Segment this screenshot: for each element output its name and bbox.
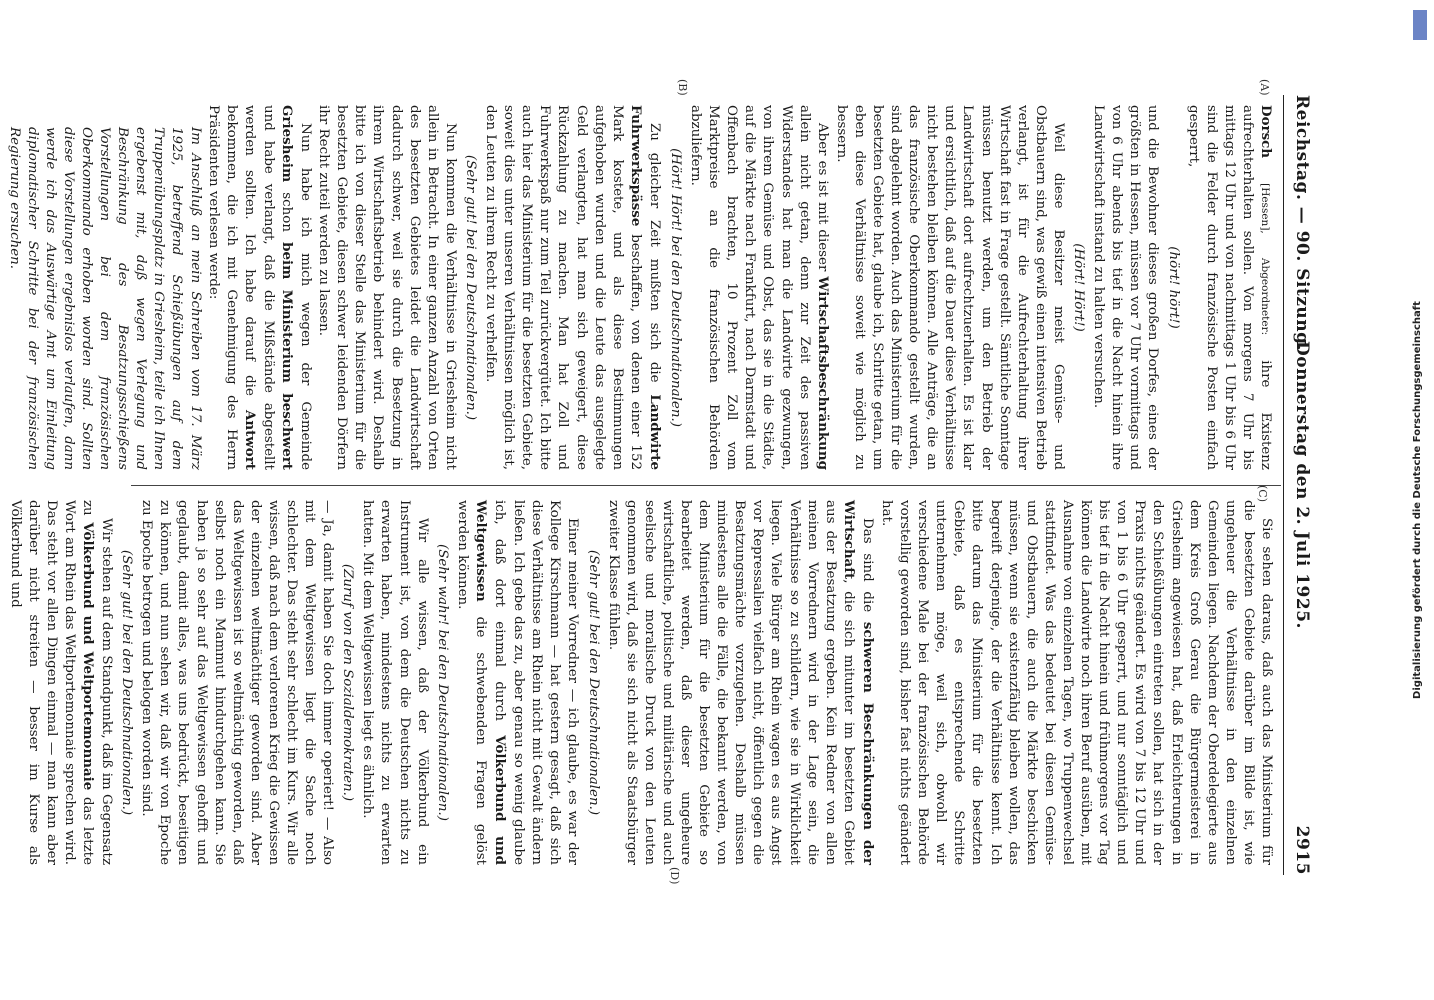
header-rule	[1283, 95, 1284, 875]
paragraph: Wir alle wissen, daß der Völkerbund ein Instrument ist, von dem die Deutschen nichts zu erwarten haben, mindestens nichts zu erwarten hatten. Mit dem Weltgewissen liegt es ähnlich.	[360, 500, 430, 865]
right-column	[6, 500, 1275, 865]
interjection: (Zuruf von den Sozialdemokraten.)	[340, 563, 356, 802]
paragraph: Weil diese Besitzer meist Gemüse- und Obstbauern sind, was gewiß einen intensiven Betrieb verlangt, ist für die Aufrechterhaltung ihrer Wirtschaft fast in Frage gestellt. Sämtliche Sonntage müssen benutzt werden, um den Betrieb der Landwirtschaft dort aufrechtzuerhalten. Es ist klar und ersichtlich, daß auf die Dauer diese Verhältnisse nicht bestehen bleiben können. Alle Anträge, die an das französische Oberkommando gestellt wurden, sind abgelehnt worden. Auch das Ministerium für die besetzten Gebiete hat, glaube ich, Schritte getan, um eben diese Verhältnisse soweit wie möglich zu bessern.	[833, 105, 1066, 470]
speaker-note: [Hessen], Abgeordneter:	[1259, 183, 1271, 336]
paragraph: Sie sehen daraus, daß auch das Ministerium für die besetzten Gebiete darüber im Bilde ist, wie ungeheuer die Verhältnisse in den einzelnen Gemeinden liegen. Nachdem der Oberdelegierte aus dem Kreis Groß Gerau die Bürgermeisterei in Griesheim angewiesen hat, daß Erleichterungen in den Schießübungen eintreten sollen, hat sich in der Praxis nichts geändert. Es wird von 7 bis 12 Uhr und von 1 bis 6 Uhr gesperrt, und nur sonntäglich und bis tief in die Nacht hinein und frühmorgens vor Tag können die Landwirte noch ihren Beruf ausüben, mit Ausnahme von einzelnen Tagen, wo Truppenwechsel stattfindet. Was das bedeutet bei diesen Gemüse- und Obstbauern, die auch die Märkte beschicken müssen, wenn sie existenzfähig bleiben wollen, das begreift derjenige, der die Verhältnisse kennt. Ich bitte darum das Ministerium für die besetzten Gebiete, daß es entsprechende Schritte unternehmen möge, weil sich, obwohl wir verschiedene Male bei der französischen Behörde vorstellig geworden sind, bisher fast nichts geändert hat.	[879, 500, 1274, 865]
paragraph	[686, 105, 832, 470]
interjection: (Hört! Hört! bei den Deutschnationalen.)	[668, 148, 683, 427]
paragraph	[1184, 105, 1275, 470]
newspaper-page	[6, 79, 1317, 885]
paragraph-text: Aber es ist mit dieser	[814, 123, 830, 272]
paragraph	[481, 105, 664, 470]
paragraph	[604, 500, 877, 865]
paragraph: und die Bewohner dieses großen Dorfes, eines der größten in Hessen, müssen vor 7 Uhr vormittags und von 6 Uhr abends bis tief in die Nacht hinein ihre Landwirtschaft instand zu halten versuchen.	[1091, 105, 1161, 470]
emphasis: beim Ministerium beschwert	[279, 242, 296, 470]
interjection: (Hört! Hört!)	[1071, 243, 1087, 332]
paragraph-text: Einer meiner Vorredner — ich glaube, es war der Kollege Kirschmann — hat gestern gesagt, daß sich diese Verhältnisse am Rhein nicht mit Gewalt ändern ließen. Ich gebe das zu, aber genau so wenig glaube ich, daß dort einmal durch	[492, 500, 581, 865]
emphasis: Landwirte Fuhrwerkspässe	[627, 105, 663, 470]
quoted-letter: Im Anschluß an mein Schreiben vom 17. März 1925, betreffend Schießübungen auf dem Truppenübungsplatz in Griesheim, teile ich Ihnen ergebenst mit, daß wegen Verlegung und Beschränkung des Besatzungsschießens Vorstellungen bei dem französischen Oberkommando erhoben worden sind. Sollten diese Vorstellungen ergebnislos verlaufen, dann werde ich das Auswärtige Amt um Einleitung diplomatischer Schritte bei der französischen Regierung ersuchen.	[6, 127, 203, 470]
margin-mark-d: (D)	[668, 867, 681, 885]
header-session: Reichstag. — 90. Sitzung.	[1292, 95, 1312, 351]
margin-mark-b: (B)	[676, 79, 689, 96]
paragraph: Nun kommen die Verhältnisse in Griesheim nicht allein in Betracht. In einer ganzen Anzahl von Orten des besetzten Gebietes leidet die Landwirtschaft dadurch schwer, weil sie durch die Besetzung in ihrem Wirtschaftsbetrieb behindert wird. Deshalb bitte ich von dieser Stelle das Ministerium für die besetzten Gebiete, diesen schwer leidenden Dörfern ihr Recht zuteil werden zu lassen.	[316, 105, 458, 470]
paragraph-text: schon	[279, 192, 295, 232]
page-content	[6, 79, 1317, 885]
header-date: Donnerstag den 2. Juli 1925.	[1292, 341, 1312, 629]
paragraph-text: das letzte Wort am Rhein das Weltportemonnaie sprechen wird. Das steht vor allen Dingen einmal — man kann aber darüber nicht streiten — besser im Kurse als Völkerbund und	[7, 500, 95, 865]
paragraph	[6, 500, 116, 865]
paragraph	[453, 500, 582, 865]
paragraph-text: allein nicht getan, denn zur Zeit des passiven Widerstandes hat man die Landwirte gezwungen, von ihrem Gemüse und Obst, das sie in die Städte, auf die Märkte nach Frankfurt, nach Darmstadt und Offenbach brachten, 10 Prozent Zoll vom Marktpreise an die französischen Behörden abzuliefern.	[688, 105, 812, 470]
paragraph-text: Das sind die	[859, 518, 875, 613]
paragraph-text: beschaffen, von denen einer 152 Mark kostete, und als diese Bestimmungen aufgehoben wurden und die Leute das ausgelegte Geld verlangten, hat man sich geweigert, diese Rückzahlung zu machen. Man hat Zoll und Fuhrwerkspaß nur zum Teil zurückvergütet. Ich bitte auch hier das Ministerium für die besetzten Gebiete, soweit dies unter unseren Verhältnissen möglich ist, den Leuten zu ihrem Recht zu verhelfen.	[483, 105, 643, 470]
running-head	[1287, 95, 1317, 875]
paragraph-text: Wir stehen auf dem Standpunkt, daß im Gegensatz zu	[80, 500, 115, 865]
speaker-name: Dorsch	[1258, 105, 1274, 159]
digitization-note-text: Digitalisierung gefördert durch die Deutsche Forschungsgemeinschaft	[1412, 301, 1423, 699]
paragraph-text: bekommen, die ich mit Genehmigung des Herrn Präsidenten verlesen werde:	[205, 105, 239, 470]
paragraph-text: und habe verlangt, daß die Mißstände abgestellt werden sollten. Ich habe darauf die	[241, 105, 276, 470]
emphasis: Antwort	[241, 409, 258, 470]
emphasis: schweren Beschränkungen der Wirtschaft	[840, 500, 876, 865]
interjection: (hört! hört!)	[1165, 246, 1181, 329]
emphasis: Griesheim	[279, 105, 296, 183]
interjection: (Sehr gut! bei den Deutschnationalen.)	[585, 549, 601, 816]
paragraph-text: ihre Existenz aufrechterhalten sollen. Von morgens 7 Uhr bis mittags 12 Uhr und von nachmittags 1 Uhr bis 6 Uhr sind die Felder durch französische Posten einfach gesperrt,	[1185, 105, 1273, 470]
column-divider	[131, 485, 1281, 486]
dfg-logo	[1413, 10, 1427, 40]
interjection: (Sehr gut! bei den Deutschnationalen.)	[462, 154, 478, 421]
paragraph-text: die schwebenden Fragen gelöst werden können.	[454, 500, 488, 865]
paragraph-text: Zu gleicher Zeit mußten sich die	[646, 123, 662, 383]
paragraph-text: Nun habe ich mich wegen der Gemeinde	[298, 123, 314, 470]
paragraph-text: , die sich mitunter im besetzten Gebiet aus der Besatzung ergeben. Kein Redner von allen meinen Vorrednern wird in der Lage sein, die Verhältnisse so zu schildern, wie sie in Wirklichkeit liegen. Viele Bürger am Rhein wagen es aus Angst vor Repressalien vielfach nicht, öffentlich gegen die Besatzungsmächte vorzugehen. Deshalb müssen mindestens alle die Fälle, die bekannt werden, von dem Ministerium für die besetzten Gebiete so bearbeitet werden, daß dieser ungeheure wirtschaftliche, politische und militärische und auch seelische und moralische Druck von den Leuten genommen wird, daß sie sich nicht als Staatsbürger zweiter Klasse fühlen.	[605, 500, 856, 865]
emphasis: Wirtschaftsbeschränkung	[814, 276, 831, 470]
paragraph	[204, 105, 315, 470]
left-column	[5, 105, 1275, 470]
digitization-note	[1404, 0, 1434, 1000]
interjection: (Sehr wahr! bei den Deutschnationalen.)	[434, 543, 450, 822]
emphasis: Völkerbund und Weltgewissen	[472, 500, 509, 865]
margin-mark-a: (A)	[1258, 79, 1271, 96]
emphasis: Völkerbund und Weltportemonnaie	[80, 522, 96, 791]
paragraph: — Ja, damit haben Sie doch immer operiert! — Also mit dem Weltgewissen liegt die Sache noch schlechter. Das steht sehr schlecht im Kurs. Wir alle wissen, daß nach dem verlorenen Krieg die Gewissen der einzelnen weltmächtiger geworden sind. Aber das Weltgewissen ist so weltmächtig geworden, daß selbst noch ein Mammut hindurchgehen kann. Sie haben ja so sehr auf das Weltgewissen gehofft und geglaubt, damit alles, was uns bedrückt, beseitigen zu können, und nun sehen wir, daß wir von Epoche zu Epoche betrogen und belogen worden sind.	[139, 500, 336, 865]
margin-mark-c: (C)	[1256, 485, 1269, 502]
page-number: 2915	[1292, 825, 1312, 875]
interjection: (Sehr gut! bei den Deutschnationalen.)	[119, 549, 135, 816]
